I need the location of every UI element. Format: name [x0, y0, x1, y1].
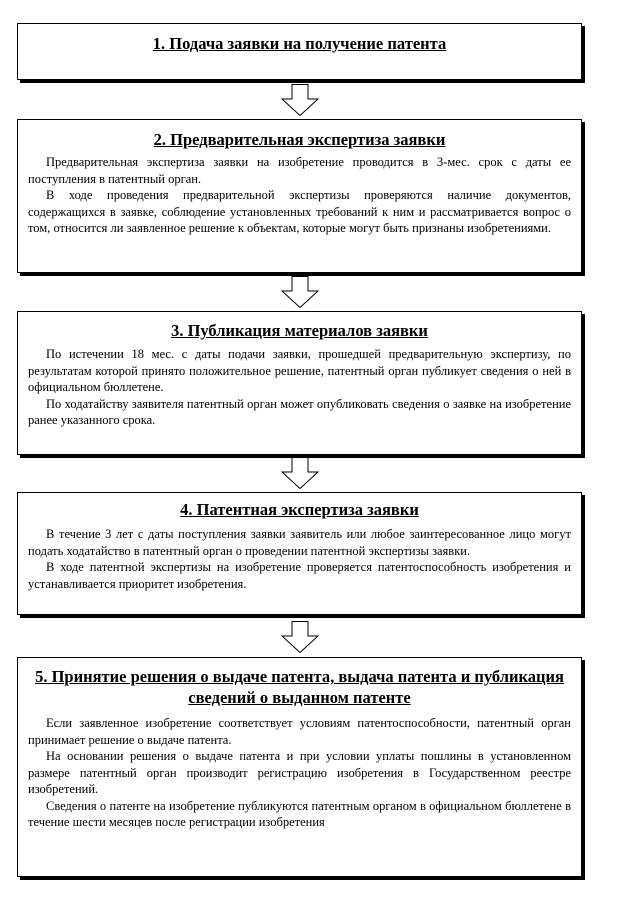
- step-4-paragraph: В ходе патентной экспертизы на изобретение проверяется патентоспособность изобретения и устанавливается приоритет изобретения.: [28, 560, 571, 591]
- step-1-title: 1. Подача заявки на получение патента: [152, 34, 447, 53]
- step-5-paragraph: На основании решения о выдаче патента и при условии уплаты пошлины в установленном размере патентный орган производит регистрацию изобретения в Государственном реестре изобретений.: [28, 749, 571, 796]
- step-3-paragraph: По ходатайству заявителя патентный орган может опубликовать сведения о заявке на изобретение ранее указанного срока.: [28, 396, 571, 427]
- down-arrow-icon: [281, 84, 319, 116]
- step-3-title: 3. Публикация материалов заявки: [171, 321, 428, 340]
- step-4-title: 4. Патентная экспертиза заявки: [180, 500, 419, 519]
- down-arrow-icon: [281, 621, 319, 653]
- step-1-box: [17, 23, 582, 80]
- down-arrow-icon: [281, 457, 319, 489]
- step-5-paragraph: Если заявленное изобретение соответствует условиям патентоспособности, патентный орган принимает решение о выдаче патента.: [28, 716, 571, 747]
- step-5-box: [17, 657, 582, 877]
- step-2-paragraph: Предварительная экспертиза заявки на изобретение проводится в 3-мес. срок с даты ее поступления в патентный орган.: [28, 155, 571, 186]
- step-4-paragraph: В течение 3 лет с даты поступления заявки заявитель или любое заинтересованное лицо могут подать ходатайство в патентный орган о проведении патентной экспертизы заявки.: [28, 527, 571, 558]
- step-2-paragraph: В ходе проведения предварительной экспертизы проверяются наличие документов, содержащихся в заявке, соблюдение установленных требований к ним и рассматривается вопрос о том, относится ли заявленное решение к объектам, которые могут быть признаны изобретениями.: [28, 188, 571, 235]
- step-3-box: [17, 311, 582, 455]
- step-4-box: [17, 492, 582, 615]
- step-5-paragraph: Сведения о патенте на изобретение публикуются патентным органом в официальном бюллетене в течение шести месяцев после регистрации изобретения: [28, 798, 571, 829]
- step-5-title: 5. Принятие решения о выдаче патента, выдача патента и публикация сведений о выданном патенте: [35, 667, 564, 707]
- step-2-box: [17, 119, 582, 273]
- step-3-paragraph: По истечении 18 мес. с даты подачи заявки, прошедшей предварительную экспертизу, по результатам которой принято положительное решение, патентный орган публикует сведения о ней в официальном бюллетене.: [28, 347, 571, 394]
- down-arrow-icon: [281, 276, 319, 308]
- step-2-title: 2. Предварительная экспертиза заявки: [153, 130, 446, 149]
